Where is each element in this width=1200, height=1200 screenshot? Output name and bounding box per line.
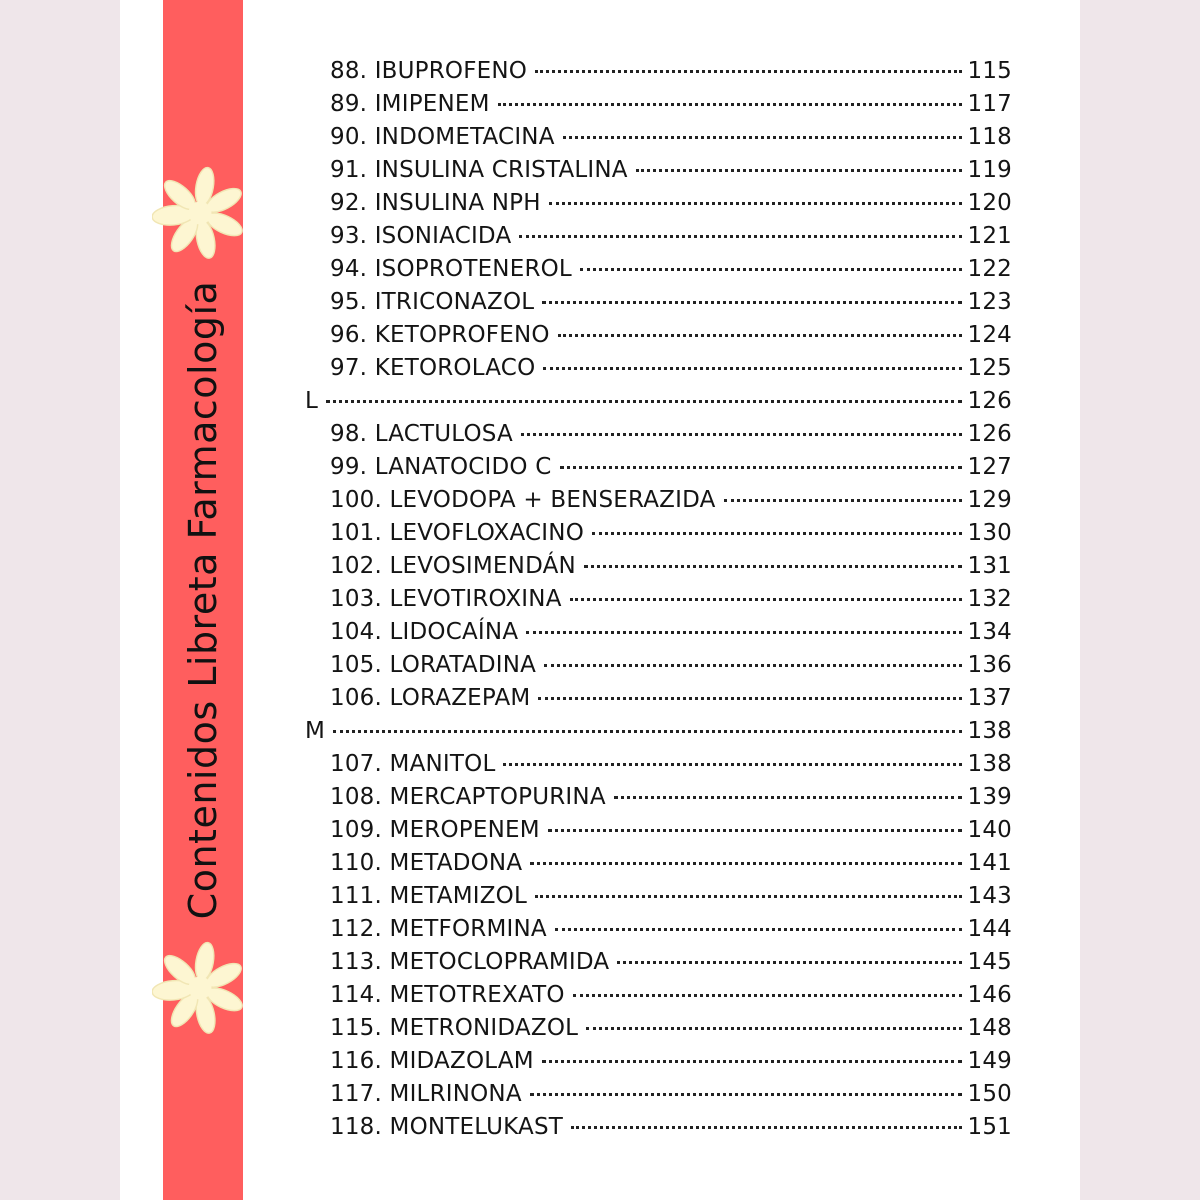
page-number: 118 xyxy=(967,124,1012,150)
toc-entry xyxy=(300,748,1012,781)
entry-title: 99. LANATOCIDO C xyxy=(330,454,552,480)
dot-leader xyxy=(560,466,962,469)
dot-leader xyxy=(503,763,961,766)
page-number: 151 xyxy=(967,1114,1012,1140)
page-number: 145 xyxy=(967,949,1012,975)
flower-icon xyxy=(152,940,248,1036)
dot-leader xyxy=(571,1126,961,1129)
dot-leader xyxy=(724,499,962,502)
entry-title: 93. ISONIACIDA xyxy=(330,223,512,249)
dot-leader xyxy=(519,235,961,238)
entry-title: 98. LACTULOSA xyxy=(330,421,513,447)
entry-title: 115. METRONIDAZOL xyxy=(330,1015,579,1041)
page-number: 124 xyxy=(967,322,1012,348)
toc-entry xyxy=(300,583,1012,616)
page-number: 144 xyxy=(967,916,1012,942)
toc-entry xyxy=(300,517,1012,550)
toc-entry xyxy=(300,781,1012,814)
entry-title: 100. LEVODOPA + BENSERAZIDA xyxy=(330,487,716,513)
dot-leader xyxy=(548,829,962,832)
dot-leader xyxy=(544,664,961,667)
toc-entry xyxy=(300,121,1012,154)
dot-leader xyxy=(636,169,962,172)
entry-title: 102. LEVOSIMENDÁN xyxy=(330,553,576,579)
page-number: 130 xyxy=(967,520,1012,546)
dot-leader xyxy=(592,532,962,535)
toc-entry xyxy=(300,220,1012,253)
entry-title: 97. KETOROLACO xyxy=(330,355,536,381)
toc-entry xyxy=(300,451,1012,484)
dot-leader xyxy=(573,994,962,997)
dot-leader xyxy=(333,730,961,733)
toc-entry xyxy=(300,1045,1012,1078)
dot-leader xyxy=(570,598,962,601)
entry-title: 107. MANITOL xyxy=(330,751,496,777)
page-number: 146 xyxy=(967,982,1012,1008)
page-number: 123 xyxy=(967,289,1012,315)
entry-title: 117. MILRINONA xyxy=(330,1081,522,1107)
page-number: 129 xyxy=(967,487,1012,513)
toc-entry xyxy=(300,913,1012,946)
page-number: 122 xyxy=(967,256,1012,282)
page-number: 138 xyxy=(967,751,1012,777)
section-letter: L xyxy=(305,388,319,414)
toc-entry xyxy=(300,484,1012,517)
dot-leader xyxy=(543,367,961,370)
toc-entry xyxy=(300,649,1012,682)
entry-title: 106. LORAZEPAM xyxy=(330,685,531,711)
page-number: 126 xyxy=(967,388,1012,414)
flower-icon xyxy=(152,165,248,261)
toc-entry xyxy=(300,979,1012,1012)
dot-leader xyxy=(542,301,961,304)
page-number: 141 xyxy=(967,850,1012,876)
toc-entry xyxy=(300,319,1012,352)
dot-leader xyxy=(614,796,962,799)
entry-title: 103. LEVOTIROXINA xyxy=(330,586,562,612)
dot-leader xyxy=(530,1093,962,1096)
section-letter: M xyxy=(305,718,326,744)
entry-title: 91. INSULINA CRISTALINA xyxy=(330,157,628,183)
entry-title: 95. ITRICONAZOL xyxy=(330,289,535,315)
entry-title: 90. INDOMETACINA xyxy=(330,124,555,150)
entry-title: 92. INSULINA NPH xyxy=(330,190,541,216)
page-number: 119 xyxy=(967,157,1012,183)
page-number: 138 xyxy=(967,718,1012,744)
toc-entry xyxy=(300,1012,1012,1045)
toc-entry xyxy=(300,418,1012,451)
dot-leader xyxy=(498,103,962,106)
dot-leader xyxy=(530,862,961,865)
entry-title: 88. IBUPROFENO xyxy=(330,58,528,84)
page-number: 132 xyxy=(967,586,1012,612)
dot-leader xyxy=(535,895,962,898)
toc-entry xyxy=(300,88,1012,121)
toc-entry xyxy=(300,847,1012,880)
dot-leader xyxy=(617,961,961,964)
dot-leader xyxy=(326,400,961,403)
entry-title: 104. LIDOCAÍNA xyxy=(330,619,519,645)
dot-leader xyxy=(586,1027,961,1030)
toc-entry xyxy=(300,814,1012,847)
page-number: 143 xyxy=(967,883,1012,909)
entry-title: 109. MEROPENEM xyxy=(330,817,540,843)
sidebar-title: Contenidos Libreta Farmacología xyxy=(181,280,225,920)
entry-title: 113. METOCLOPRAMIDA xyxy=(330,949,610,975)
page-number: 121 xyxy=(967,223,1012,249)
entry-title: 108. MERCAPTOPURINA xyxy=(330,784,606,810)
page-number: 131 xyxy=(967,553,1012,579)
dot-leader xyxy=(558,334,962,337)
entry-title: 111. METAMIZOL xyxy=(330,883,527,909)
page-number: 137 xyxy=(967,685,1012,711)
dot-leader xyxy=(538,697,961,700)
dot-leader xyxy=(535,70,961,73)
entry-title: 114. METOTREXATO xyxy=(330,982,565,1008)
toc-section-header xyxy=(300,385,1012,418)
toc-entry xyxy=(300,55,1012,88)
entry-title: 118. MONTELUKAST xyxy=(330,1114,564,1140)
toc-entry xyxy=(300,352,1012,385)
toc-entry xyxy=(300,253,1012,286)
dot-leader xyxy=(549,202,962,205)
toc-entry xyxy=(300,550,1012,583)
page-number: 125 xyxy=(967,355,1012,381)
toc-entry xyxy=(300,946,1012,979)
page-number: 120 xyxy=(967,190,1012,216)
dot-leader xyxy=(584,565,962,568)
page-number: 136 xyxy=(967,652,1012,678)
toc-entry xyxy=(300,286,1012,319)
page-number: 150 xyxy=(967,1081,1012,1107)
toc-entry xyxy=(300,1111,1012,1144)
dot-leader xyxy=(563,136,962,139)
entry-title: 96. KETOPROFENO xyxy=(330,322,550,348)
entry-title: 89. IMIPENEM xyxy=(330,91,490,117)
page-number: 139 xyxy=(967,784,1012,810)
page-number: 127 xyxy=(967,454,1012,480)
toc-entry xyxy=(300,682,1012,715)
entry-title: 116. MIDAZOLAM xyxy=(330,1048,534,1074)
toc-entry xyxy=(300,187,1012,220)
page-number: 134 xyxy=(967,619,1012,645)
table-of-contents xyxy=(300,55,1012,1144)
entry-title: 110. METADONA xyxy=(330,850,523,876)
dot-leader xyxy=(521,433,962,436)
entry-title: 101. LEVOFLOXACINO xyxy=(330,520,584,546)
toc-section-header xyxy=(300,715,1012,748)
toc-entry xyxy=(300,1078,1012,1111)
page-number: 117 xyxy=(967,91,1012,117)
entry-title: 105. LORATADINA xyxy=(330,652,537,678)
dot-leader xyxy=(555,928,962,931)
dot-leader xyxy=(580,268,962,271)
page-number: 126 xyxy=(967,421,1012,447)
dot-leader xyxy=(526,631,961,634)
page-number: 140 xyxy=(967,817,1012,843)
toc-entry xyxy=(300,616,1012,649)
page-number: 149 xyxy=(967,1048,1012,1074)
toc-entry xyxy=(300,880,1012,913)
entry-title: 112. METFORMINA xyxy=(330,916,547,942)
entry-title: 94. ISOPROTENEROL xyxy=(330,256,572,282)
dot-leader xyxy=(542,1060,962,1063)
toc-entry xyxy=(300,154,1012,187)
page-number: 148 xyxy=(967,1015,1012,1041)
page-number: 115 xyxy=(967,58,1012,84)
